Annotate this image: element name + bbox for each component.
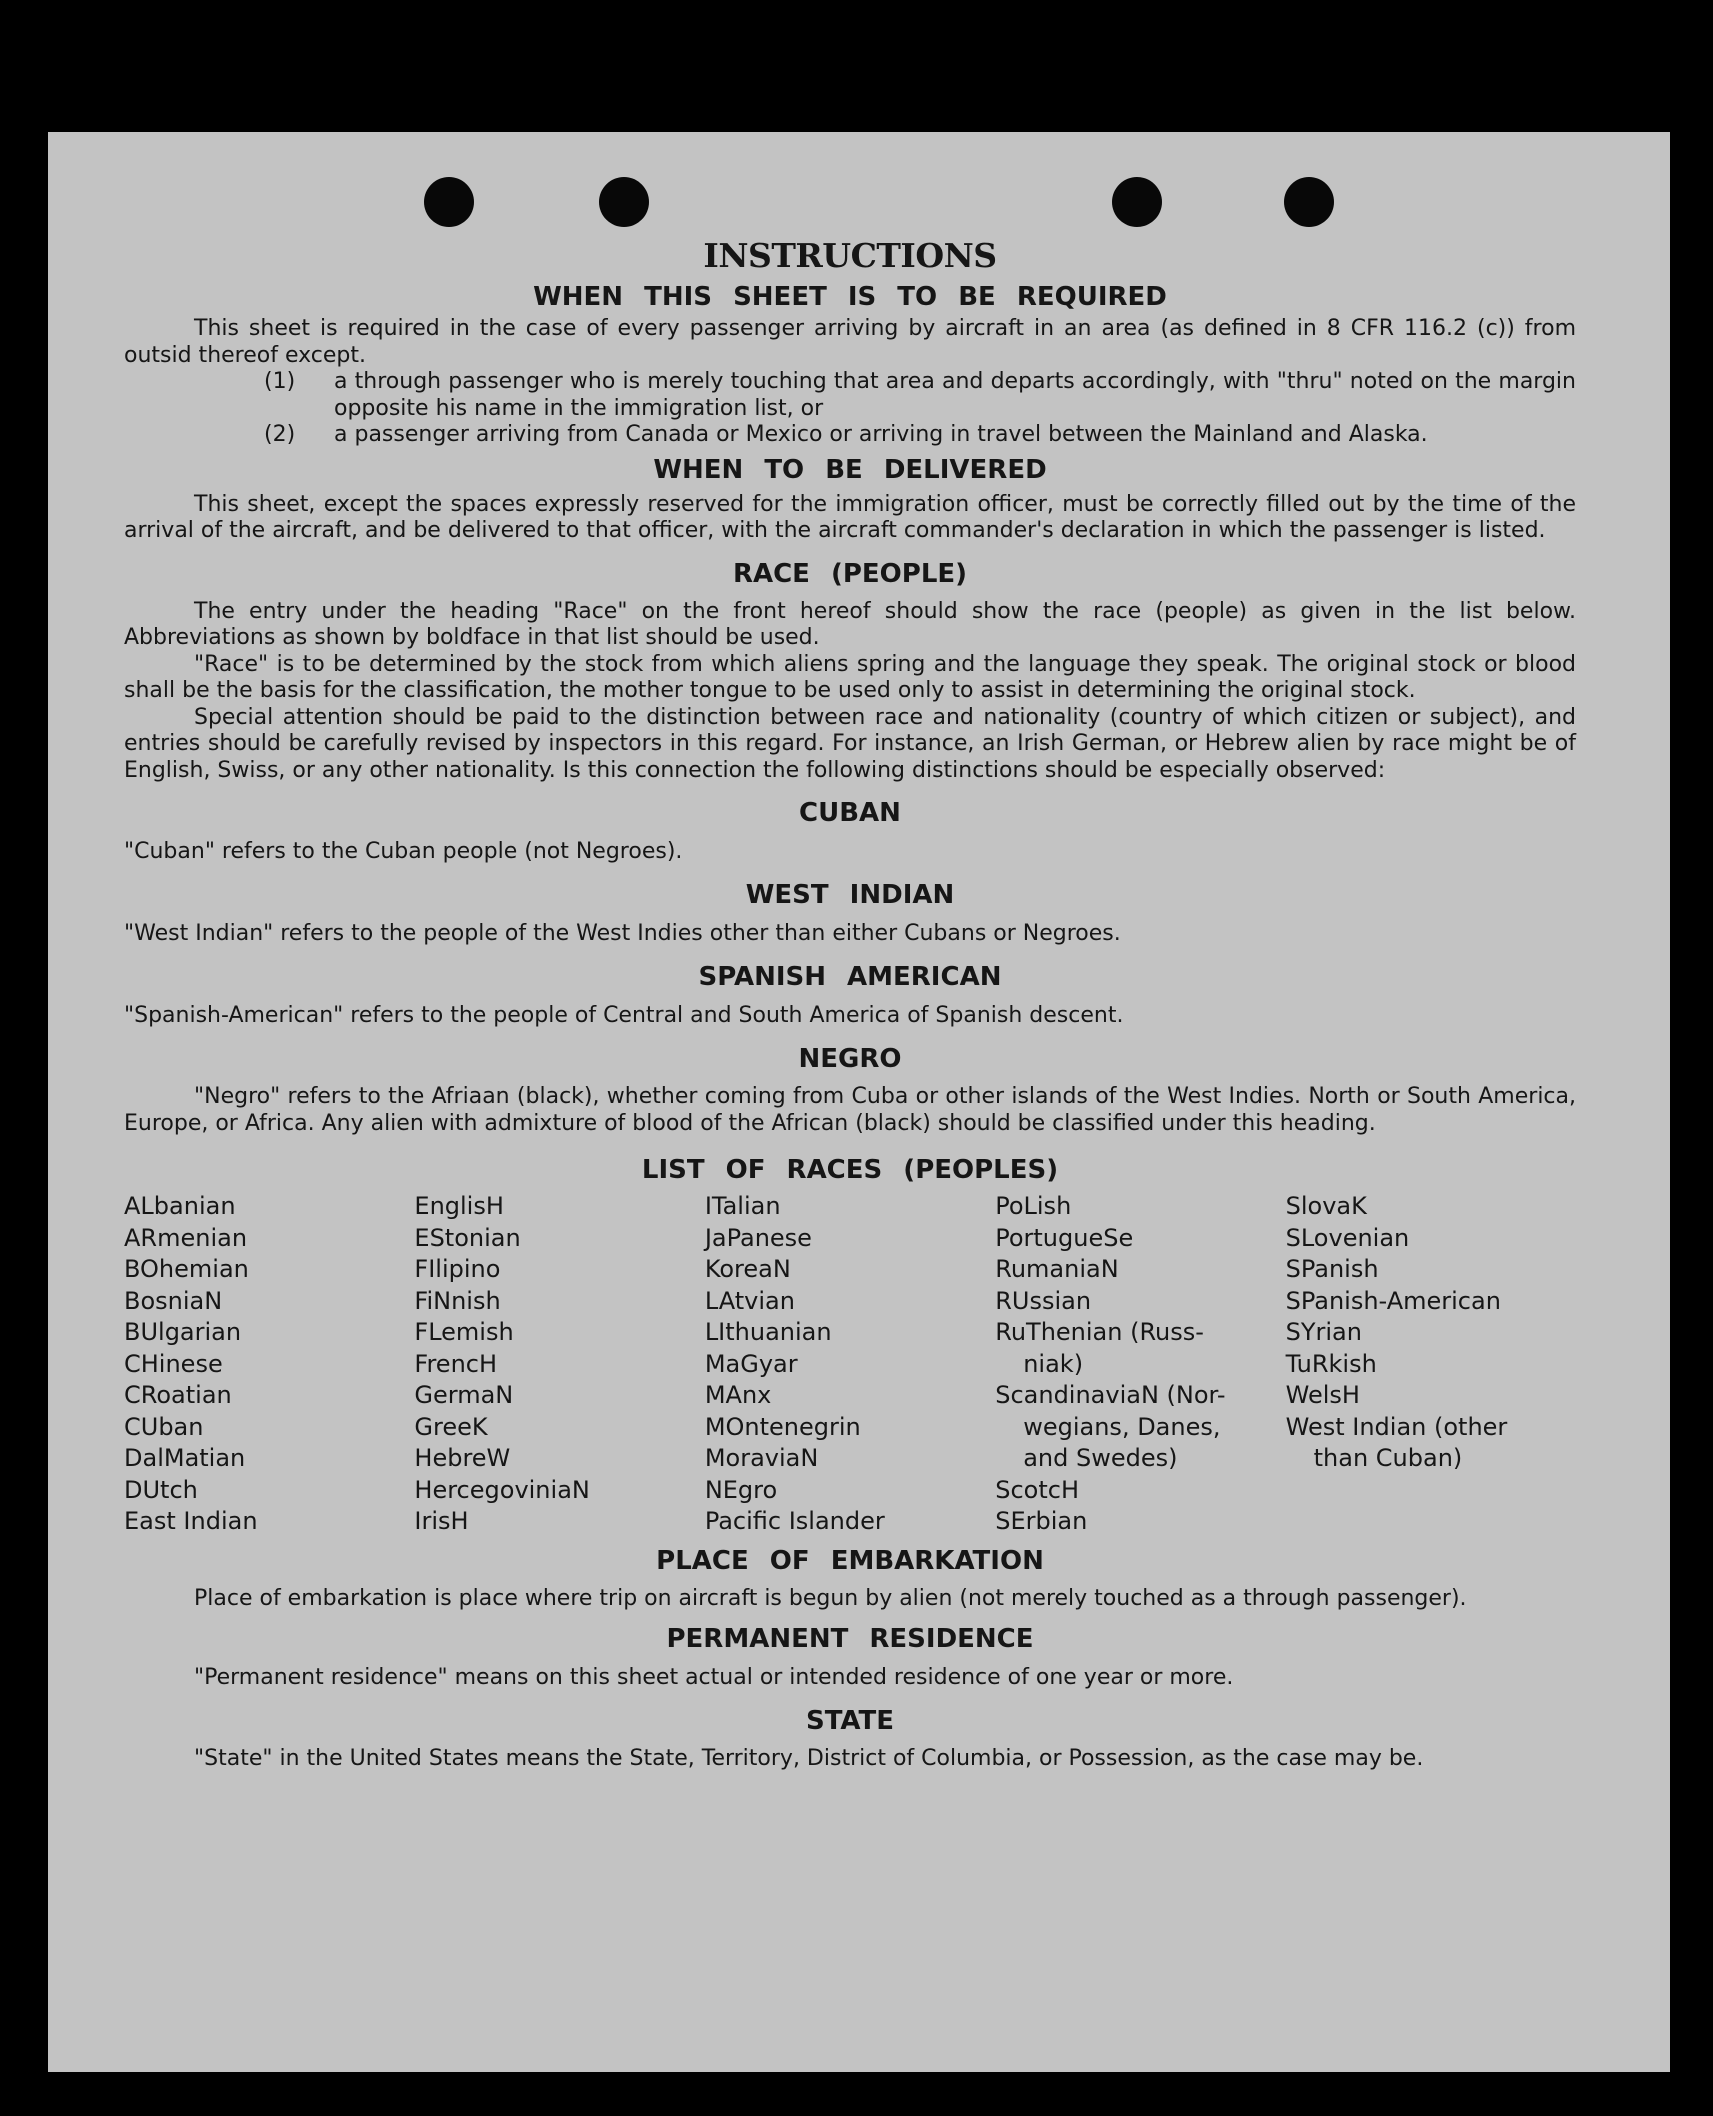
race-entry: MaGyar — [704, 1349, 798, 1378]
race-entry: BosniaN — [124, 1286, 223, 1315]
race-entry: JaPanese — [704, 1223, 812, 1252]
race-entry: BUlgarian — [124, 1318, 242, 1346]
punch-hole — [1284, 177, 1334, 227]
instructions-content — [124, 234, 1576, 1773]
heading-negro: NEGRO — [798, 1044, 902, 1074]
exception-number: (1) — [264, 369, 296, 394]
west-indian-text: "West Indian" refers to the people of the West Indies other than either Cubans or Negroes. — [124, 921, 1121, 946]
race-entry: DalMatian — [124, 1444, 246, 1472]
races-column — [995, 1191, 1285, 1538]
punch-hole — [424, 177, 474, 227]
race-entry: FiNnish — [414, 1286, 501, 1315]
race-entry: SPanish-American — [1285, 1286, 1501, 1315]
race-entry: ALbanian — [124, 1192, 236, 1220]
race-entry: MoraviaN — [704, 1444, 819, 1472]
race-entry: RumaniaN — [995, 1255, 1119, 1283]
race-entry: SYrian — [1285, 1318, 1362, 1346]
race-entry: ScotcH — [995, 1475, 1079, 1504]
race-entry: ITalian — [704, 1192, 781, 1220]
negro-text: "Negro" refers to the Afriaan (black), whether coming from Cuba or other islands of the West Indies. North or South America, Europe, or Africa. Any alien with admixture of blood of the African (black) should be classified under this heading. — [124, 1084, 1576, 1136]
race-entry: SPanish — [1285, 1255, 1379, 1283]
heading-when-required: WHEN THIS SHEET IS TO BE REQUIRED — [533, 282, 1167, 312]
race-entry: GreeK — [414, 1412, 488, 1441]
punch-hole — [1112, 177, 1162, 227]
race-paragraph: The entry under the heading "Race" on the front hereof should show the race (people) as given in the list below. Abbreviations as shown by boldface in that list should be used. — [124, 598, 1576, 650]
race-entry: MOntenegrin — [704, 1412, 861, 1441]
race-entry: CHinese — [124, 1349, 223, 1378]
race-entry: MAnx — [704, 1381, 772, 1409]
race-entry: West Indian (other — [1285, 1412, 1508, 1441]
race-entry: CUban — [124, 1412, 204, 1441]
race-entry: PoLish — [995, 1192, 1072, 1220]
punch-hole — [599, 177, 649, 227]
residence-text: "Permanent residence" means on this sheet actual or intended residence of one year or more. — [194, 1665, 1234, 1690]
races-column — [705, 1191, 995, 1538]
race-entry: HebreW — [414, 1444, 511, 1472]
race-entry: GermaN — [414, 1381, 514, 1409]
race-entry: RuThenian (Russ- — [995, 1318, 1204, 1346]
race-entry: BOhemian — [124, 1255, 249, 1283]
heading-list-of-races: LIST OF RACES (PEOPLES) — [641, 1155, 1059, 1185]
race-entry: RUssian — [995, 1286, 1092, 1315]
race-entry: KoreaN — [704, 1255, 791, 1283]
heading-west-indian: WEST INDIAN — [745, 880, 955, 910]
embarkation-text: Place of embarkation is place where trip on aircraft is begun by alien (not merely touched as a through passenger). — [194, 1585, 1467, 1611]
race-entry: Pacific Islander — [704, 1507, 885, 1535]
page-title: INSTRUCTIONS — [703, 236, 997, 275]
races-column — [124, 1191, 414, 1538]
race-paragraph: "Race" is to be determined by the stock from which aliens spring and the language they speak. The original stock or blood shall be the basis for the classification, the mother tongue to be used only to assist in determining the original stock. — [124, 651, 1576, 703]
state-text: "State" in the United States means the State, Territory, District of Columbia, or Possession, as the case may be. — [194, 1746, 1424, 1771]
race-entry: EnglisH — [414, 1192, 504, 1220]
races-column — [414, 1191, 704, 1538]
races-list — [124, 1191, 1576, 1538]
race-entry: EStonian — [414, 1223, 521, 1252]
race-entry: CRoatian — [124, 1381, 232, 1409]
race-entry: NEgro — [704, 1475, 778, 1504]
exception-item — [264, 422, 1576, 449]
race-entry: IrisH — [414, 1507, 469, 1535]
race-paragraph: Special attention should be paid to the distinction between race and nationality (country of which citizen or subject), and entries should be carefully revised by inspectors in this regard. For instance, an Irish German, or Hebrew alien by race might be of English, Swiss, or any other nationality. Is this connection the following distinctions should be especially observed: — [124, 704, 1576, 783]
heading-state: STATE — [805, 1706, 895, 1736]
heading-when-delivered: WHEN TO BE DELIVERED — [653, 454, 1047, 485]
heading-race: RACE (PEOPLE) — [732, 558, 968, 589]
cuban-text: "Cuban" refers to the Cuban people (not Negroes). — [124, 839, 683, 864]
race-entry: SErbian — [995, 1507, 1088, 1535]
race-entry: niak) — [1023, 1349, 1084, 1378]
race-entry: LAtvian — [704, 1286, 795, 1315]
required-intro: This sheet is required in the case of every passenger arriving by aircraft in an area (as defined in 8 CFR 116.2 (c)) from outsid thereof except. — [124, 316, 1576, 368]
race-entry: PortugueSe — [995, 1223, 1134, 1252]
race-entry: wegians, Danes, — [1023, 1412, 1221, 1441]
races-column — [1286, 1191, 1576, 1538]
race-entry: DUtch — [124, 1475, 198, 1504]
exception-number: (2) — [264, 422, 296, 447]
exception-item — [264, 369, 1576, 422]
heading-permanent-residence: PERMANENT RESIDENCE — [666, 1624, 1034, 1654]
delivered-text: This sheet, except the spaces expressly reserved for the immigration officer, must be correctly filled out by the time of the arrival of the aircraft, and be delivered to that officer, with the aircraft commander's declaration in which the passenger is listed. — [124, 491, 1576, 543]
race-entry: FLemish — [414, 1318, 514, 1346]
race-entry: FIlipino — [414, 1255, 501, 1283]
heading-place-of-embarkation: PLACE OF EMBARKATION — [656, 1545, 1044, 1576]
exception-text: a through passenger who is merely touching that area and departs accordingly, with "thru" noted on the margin opposite his name in the immigration list, or — [334, 369, 1576, 421]
document-sheet — [48, 132, 1670, 2072]
exception-text: a passenger arriving from Canada or Mexico or arriving in travel between the Mainland and Alaska. — [334, 422, 1428, 447]
spanish-american-text: "Spanish-American" refers to the people of Central and South America of Spanish descent. — [124, 1003, 1124, 1028]
race-entry: than Cuban) — [1313, 1444, 1463, 1472]
race-entry: TuRkish — [1285, 1349, 1377, 1378]
race-entry: ScandinaviaN (Nor- — [995, 1381, 1226, 1409]
race-entry: East Indian — [124, 1507, 258, 1535]
race-entry: and Swedes) — [1023, 1444, 1178, 1472]
race-entry: SLovenian — [1285, 1223, 1410, 1252]
race-entry: SlovaK — [1285, 1192, 1367, 1220]
race-entry: ARmenian — [124, 1223, 248, 1252]
race-entry: FrencH — [414, 1349, 498, 1378]
race-entry: HercegoviniaN — [414, 1475, 590, 1504]
heading-spanish-american: SPANISH AMERICAN — [698, 962, 1002, 992]
race-entry: LIthuanian — [704, 1318, 832, 1346]
heading-cuban: CUBAN — [799, 798, 901, 828]
race-entry: WelsH — [1285, 1381, 1360, 1409]
